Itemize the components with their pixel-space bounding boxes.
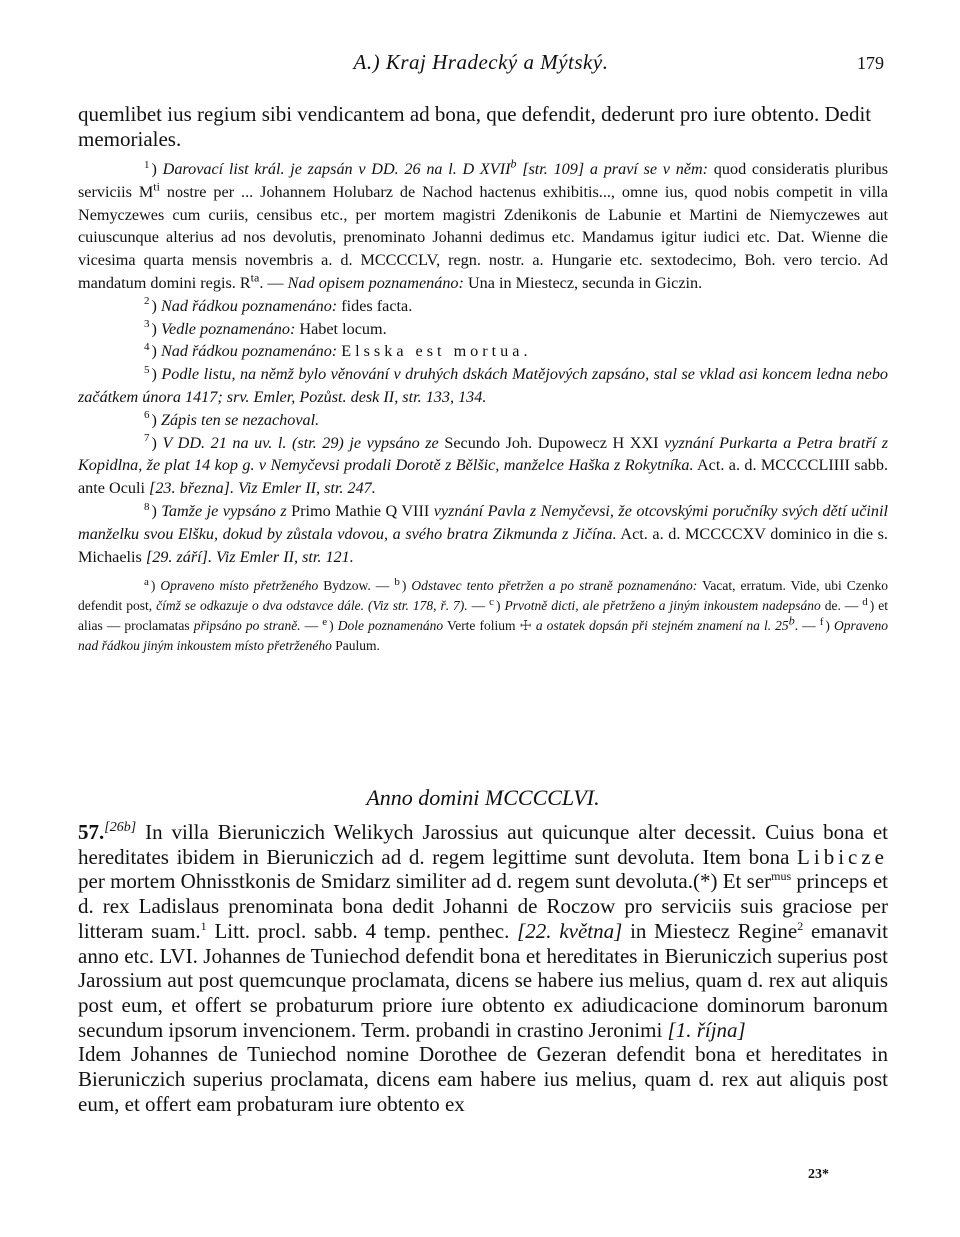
entry-folio: [26 — [104, 820, 124, 835]
paragraph-2: Idem Johannes de Tuniechod nomine Dorothee de Gezeran defendit bona et hereditates in Bieruniczich superius proclamata, dicens eam habere ius melius, quam d. rex aut aliquis post eum, et offert eam probaturam iure obtento ex — [78, 1042, 888, 1116]
footnote-7: $^7$ ) V DD. 21 na uv. l. (str. 29) je vypsáno ze Secundo Joh. Dupowecz H XXI vyznání Purkarta a Petra bratří z Kopidlna, že plat 14 kop g. v Nemyčevsi prodali Dorotě z Bělšic, manželce Haška z Rokytníka. Act. a. d. MCCCCLIIII sabb. ante Oculi [23. března]. Viz Emler II, str. 247. — [78, 432, 889, 498]
footnote-8: $^8$ ) Tamže je vypsáno z Primo Mathie Q VIII vyznání Pavla z Nemyčevsi, že otcovskými poručníky svých dětí učinil manželku svou Elšku, dokud by zůstala vdovou, a svého bratra Zikmunda z Jičína. Act. a. d. MCCCCXV dominico in die s. Michaelis [29. září]. Viz Emler II, str. 121. — [78, 500, 889, 566]
footnote-1: $^1$ ) Darovací list král. je zapsán v DD. 26 na l. D XVII$^b$ [str. 109] a praví se v něm: quod consideratis pluribus serviciis $M^{ti}$ nostre per ... Johannem Holubarz de Nachod hactenus exhibitis..., omne ius, quod nobis competit in villa Nemyczewes cum curiis, censibus etc., per mortem magistri Zdenikonis de Labunie et Martini de Niemyczewes aut cuiuscunque alterius ad nos devolutis, prenominato Johanni dedimus etc. Mandamus igitur iudici etc. Dat. Wienne die vicesima quarta mensis novembris a. d. MCCCCLV, regn. nostr. a. Hungarie etc. sextodecimo, Boh. vero tercio. Ad mandatum domini regis. $R^{ta}$. — Nad opisem poznamenáno: Una in Miestecz, secunda in Giczin. — [78, 156, 889, 292]
signature-mark: 23* — [808, 1167, 829, 1182]
entry-57: 57.[26b] In villa Bieruniczich Welikych Jarossius aut quicunque alter decessit. Cuius bona et hereditates ibidem in Bieruniczich ad d. regem legittime sunt devoluta. Item bona Libicze per mortem Ohnisstkonis de Smidarz similiter ad d. regem sunt devoluta.(*) Et ser$^{mus}$ princeps et d. rex Ladislaus prenominata bona dedit Johanni de Roczow pro serviciis suis graciose per litteram suam.$^1$ Litt. procl. sabb. 4 temp. penthec. [22. května] in Miestecz Regine$^2$ emanavit anno etc. LVI. Johannes de Tuniechod defendit bona et hereditates in Bieruniczich superius post Jarossium aut post quemcunque proclamata, dicens se habere ius melius, quam d. rex aut aliquis post eum, et offert se probaturum priore iure obtento ex adiudicacione dominorum baronum secundum ipsorum invencionem. Term. probandi in crastino Jeronimi [1. října] — [78, 820, 888, 1042]
footnotes — [78, 158, 888, 656]
footnote-5: $^5$ ) Podle listu, na němž bylo věnování v druhých dskách Matějových zapsáno, stal se vklad asi koncem ledna nebo začátkem února 1417; srv. Emler, Pozůst. desk II, str. 133, 134. — [78, 363, 889, 406]
page-number: 179 — [857, 53, 884, 73]
footnote-marker: 1 — [144, 158, 150, 171]
footnote-2: $^2$ ) Nad řádkou poznamenáno: fides facta. — [144, 295, 413, 315]
running-title: A.) Kraj Hradecký a Mýtský. — [353, 50, 609, 74]
critical-notes: $^a$ ) Opraveno místo přetrženého Bydzow. — $^b$ ) Odstavec tento přetržen a po straně poznamenáno: Vacat, erratum. Vide, ubi Czenko defendit post, čímž se odkazuje o dva odstavce dále. (Viz str. 178, ř. 7). — $^c$ ) Prvotně dicti, ale přetrženo a jiným inkoustem nadepsáno de. — $^d$ ) et alias — proclamatas připsáno po straně. — $^e$ ) Dole poznamenáno Verte folium ☩ a ostatek dopsán při stejném znamení na l. 25$^b$. — $^f$ ) Opraveno nad řádkou jiným inkoustem místo přetrženého Paulum. — [78, 575, 889, 654]
footnote-4: $^4$ ) Nad řádkou poznamenáno: Elsska est mortua. — [144, 340, 532, 361]
lead-paragraph: quemlibet ius regium sibi vendicantem ad bona, que defendit, dederunt pro iure obtento. Dedit memoriales. — [78, 102, 872, 151]
section-heading: Anno domini MCCCCLVI. — [366, 785, 600, 810]
main-text — [78, 820, 888, 1116]
footnote-6: $^6$ ) Zápis ten se nezachoval. — [144, 409, 320, 429]
entry-number: 57. — [78, 820, 105, 844]
page-header — [78, 50, 884, 80]
footnote-3: $^3$ ) Vedle poznamenáno: Habet locum. — [144, 318, 387, 338]
folium-sign-icon: ☩ — [519, 618, 532, 634]
